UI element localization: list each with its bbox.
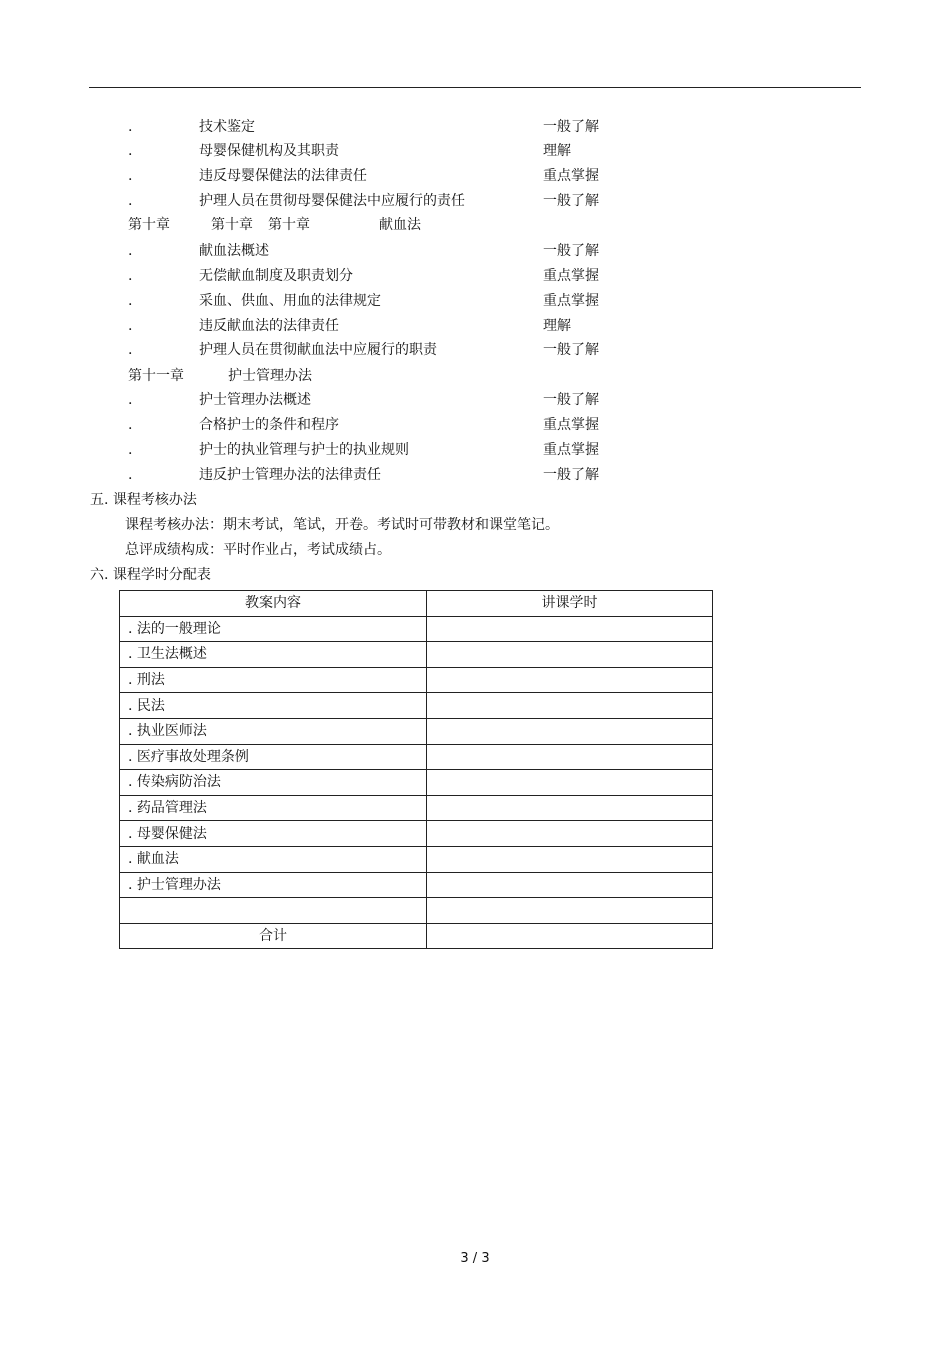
outline-item (0, 390, 950, 410)
table-cell-hours (427, 744, 713, 770)
table-row (120, 846, 713, 872)
table-cell-content: . 传染病防治法 (120, 770, 427, 796)
table-cell-content: . 献血法 (120, 846, 427, 872)
chapter-heading (0, 215, 950, 235)
chapter-number: 第十章 (128, 217, 170, 233)
outline-item (0, 141, 950, 161)
topic-text: 献血法概述 (199, 243, 269, 259)
table-total-row (120, 923, 713, 949)
hours-allocation-table (119, 590, 713, 949)
bullet: . (128, 293, 133, 309)
topic-text: 母婴保健机构及其职责 (199, 143, 339, 159)
topic-text: 护士管理办法概述 (199, 392, 311, 408)
topic-text: 违反母婴保健法的法律责任 (199, 168, 367, 184)
mastery-level: 重点掌握 (543, 293, 599, 309)
mastery-level: 重点掌握 (543, 442, 599, 458)
table-cell-hours (427, 718, 713, 744)
bullet: . (128, 417, 133, 433)
table-cell-content: . 刑法 (120, 667, 427, 693)
topic-text: 技术鉴定 (199, 119, 255, 135)
mastery-level: 重点掌握 (543, 168, 599, 184)
mastery-level: 重点掌握 (543, 417, 599, 433)
bullet: . (128, 318, 133, 334)
topic-text: 违反献血法的法律责任 (199, 318, 339, 334)
chapter-title: 护士管理办法 (228, 368, 312, 384)
outline-item (0, 340, 950, 360)
outline-item (0, 191, 950, 211)
outline-item (0, 440, 950, 460)
bullet: . (128, 342, 133, 358)
topic-text: 违反护士管理办法的法律责任 (199, 467, 381, 483)
table-cell-content: . 执业医师法 (120, 718, 427, 744)
bullet: . (128, 268, 133, 284)
assessment-method-text: 课程考核办法：期末考试，笔试，开卷。考试时可带教材和课堂笔记。 (125, 517, 559, 533)
table-cell-hours (427, 872, 713, 898)
table-cell-hours (427, 616, 713, 642)
table-row (120, 667, 713, 693)
topic-text: 护理人员在贯彻母婴保健法中应履行的责任 (199, 193, 465, 209)
table-cell-hours (427, 821, 713, 847)
table-cell-content (120, 898, 427, 924)
table-row (120, 795, 713, 821)
outline-item (0, 465, 950, 485)
mastery-level: 一般了解 (543, 467, 599, 483)
chapter-title: 献血法 (379, 217, 421, 233)
table-cell-hours (427, 667, 713, 693)
outline-item (0, 415, 950, 435)
table-row (120, 693, 713, 719)
mastery-level: 重点掌握 (543, 268, 599, 284)
chapter-number: 第十章 (211, 217, 253, 233)
table-row (120, 718, 713, 744)
outline-item (0, 291, 950, 311)
table-cell-hours (427, 898, 713, 924)
outline-item (0, 166, 950, 186)
table-row (120, 821, 713, 847)
table-cell-hours (427, 770, 713, 796)
chapter-heading (0, 366, 950, 386)
chapter-number: 第十章 (268, 217, 310, 233)
table-row (120, 744, 713, 770)
bullet: . (128, 193, 133, 209)
mastery-level: 一般了解 (543, 119, 599, 135)
bullet: . (128, 243, 133, 259)
table-cell-content: . 法的一般理论 (120, 616, 427, 642)
table-cell-content: . 卫生法概述 (120, 642, 427, 668)
table-cell-content: . 民法 (120, 693, 427, 719)
bullet: . (128, 467, 133, 483)
topic-text: 合格护士的条件和程序 (199, 417, 339, 433)
bullet: . (128, 119, 133, 135)
outline-item (0, 117, 950, 137)
column-header-hours: 讲课学时 (427, 591, 713, 617)
mastery-level: 一般了解 (543, 392, 599, 408)
mastery-level: 理解 (543, 318, 571, 334)
section-heading-hours: 六. 课程学时分配表 (90, 567, 211, 583)
topic-text: 护士的执业管理与护士的执业规则 (199, 442, 409, 458)
table-cell-hours (427, 795, 713, 821)
section-heading-assessment: 五. 课程考核办法 (90, 492, 197, 508)
table-cell-hours (427, 642, 713, 668)
chapter-number: 第十一章 (128, 368, 184, 384)
table-cell-content: . 医疗事故处理条例 (120, 744, 427, 770)
table-cell-hours (427, 846, 713, 872)
header-rule (89, 87, 861, 88)
page-number: 3 / 3 (460, 1251, 490, 1266)
table-row (120, 770, 713, 796)
outline-item (0, 266, 950, 286)
column-header-content: 教案内容 (120, 591, 427, 617)
mastery-level: 一般了解 (543, 342, 599, 358)
topic-text: 护理人员在贯彻献血法中应履行的职责 (199, 342, 437, 358)
table-row-empty (120, 898, 713, 924)
grade-composition-text: 总评成绩构成：平时作业占，考试成绩占。 (125, 542, 391, 558)
outline-item (0, 316, 950, 336)
table-row (120, 616, 713, 642)
bullet: . (128, 392, 133, 408)
table-cell-content: . 母婴保健法 (120, 821, 427, 847)
table-row (120, 642, 713, 668)
bullet: . (128, 143, 133, 159)
total-hours (427, 923, 713, 949)
table-header-row (120, 591, 713, 617)
topic-text: 采血、供血、用血的法律规定 (199, 293, 381, 309)
table-cell-content: . 药品管理法 (120, 795, 427, 821)
table-cell-hours (427, 693, 713, 719)
mastery-level: 一般了解 (543, 193, 599, 209)
bullet: . (128, 442, 133, 458)
outline-item (0, 241, 950, 261)
table-row (120, 872, 713, 898)
table-cell-content: . 护士管理办法 (120, 872, 427, 898)
mastery-level: 一般了解 (543, 243, 599, 259)
bullet: . (128, 168, 133, 184)
total-label: 合计 (120, 923, 427, 949)
mastery-level: 理解 (543, 143, 571, 159)
topic-text: 无偿献血制度及职责划分 (199, 268, 353, 284)
